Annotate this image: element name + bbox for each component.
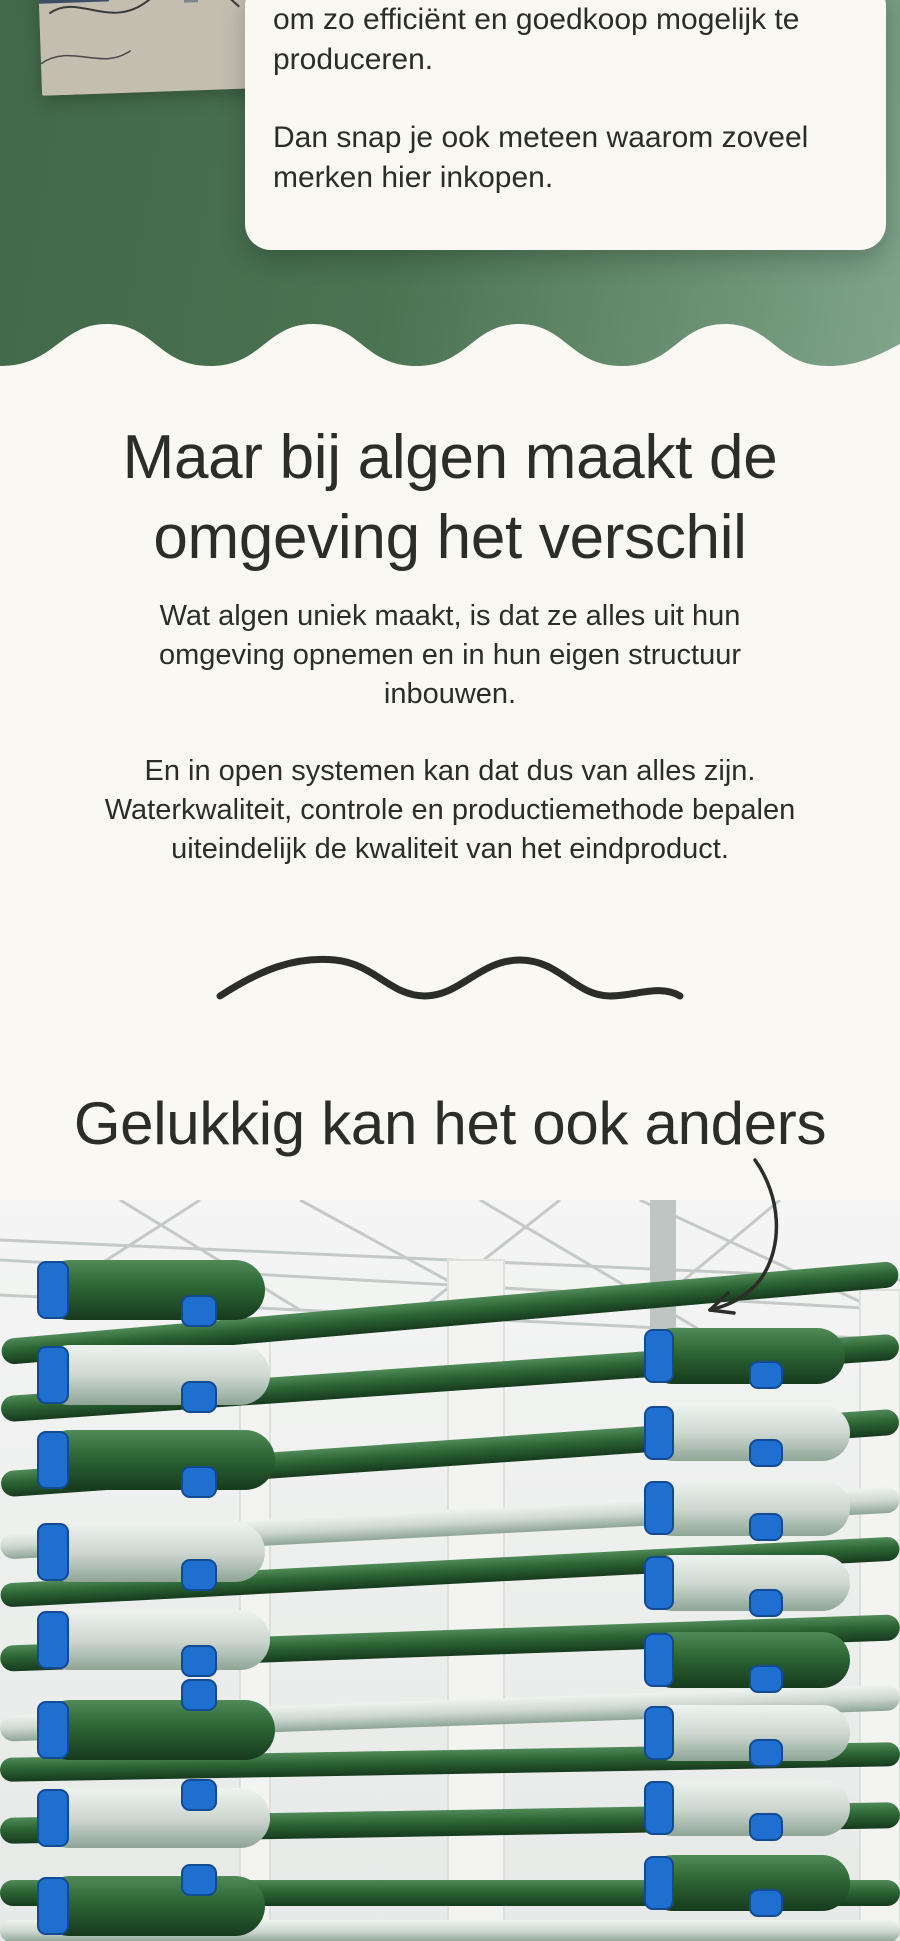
section-paragraph-2: En in open systemen kan dat dus van alles zijn. Waterkwaliteit, controle en productiemethode bepalen uiteindelijk de kwaliteit van het eindproduct. <box>104 755 796 865</box>
intro-card-paragraph: Dan snap je ook meteen waarom zoveel merken hier inkopen. <box>273 121 809 194</box>
section-paragraph-1: Wat algen uniek maakt, is dat ze alles uit hun omgeving opnemen en in hun eigen structuur inbouwen. <box>159 600 741 710</box>
top-section <box>0 0 900 370</box>
outdoor-photo <box>38 0 257 96</box>
section-headline <box>0 418 900 578</box>
section-headline-line-2: omgeving het verschil <box>153 503 747 572</box>
intro-card-line-partial: om zo efficiënt en goedkoop mogelijk te produceren. <box>273 3 800 76</box>
hand-drawn-curved-arrow-icon <box>690 1155 800 1315</box>
wave-separator <box>0 318 900 370</box>
outdoor-photo-image <box>38 0 257 96</box>
section-headline-line-1: Maar bij algen maakt de <box>122 423 778 492</box>
closing-headline: Gelukkig kan het ook anders <box>73 1090 827 1157</box>
wavy-line-divider-icon <box>215 952 685 1002</box>
intro-text-card <box>245 0 886 250</box>
